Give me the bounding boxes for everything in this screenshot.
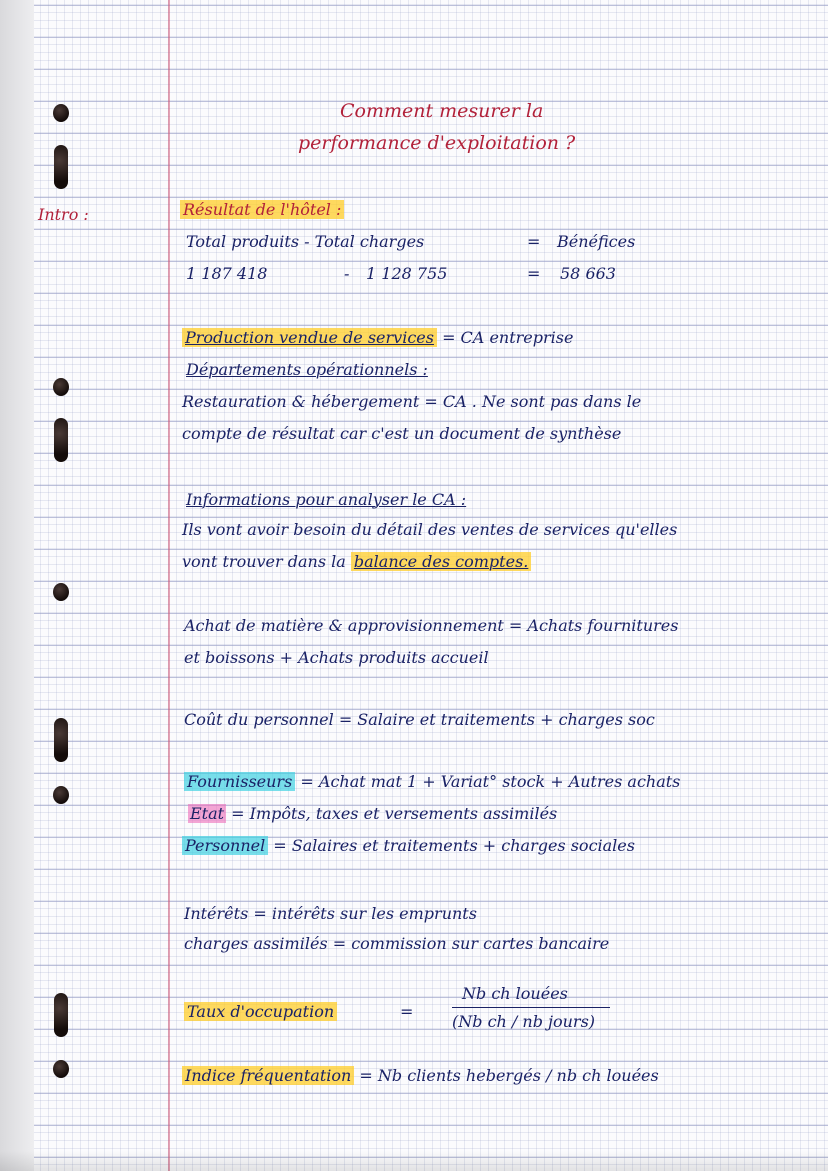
personnel-term: Personnel: [182, 836, 268, 855]
punch-hole: [54, 418, 68, 462]
punch-hole: [53, 786, 69, 804]
punch-hole: [53, 1060, 69, 1078]
informations-heading: Informations pour analyser le CA :: [186, 490, 467, 509]
indice-frequentation-term: Indice fréquentation: [182, 1066, 354, 1085]
resultat-eq-2: =: [527, 264, 541, 283]
indice-frequentation-line: [182, 1066, 659, 1085]
punch-hole: [54, 993, 68, 1037]
achat-line-2: et boissons + Achats produits accueil: [184, 648, 489, 667]
informations-line-3: vont trouver dans la balance des comptes.: [182, 552, 531, 571]
intro-label: Intro :: [38, 205, 89, 224]
title-line-2: performance d'exploitation ?: [298, 132, 576, 154]
personnel-definition: = Salaires et traitements + charges sociales: [273, 836, 635, 855]
page-bottom-shadow: [0, 1151, 828, 1171]
production-line-1: [182, 328, 573, 347]
production-line-4: compte de résultat car c'est un document de synthèse: [182, 424, 622, 443]
taux-occupation-line: [184, 1002, 337, 1021]
fournisseurs-definition: = Achat mat 1 + Variat° stock + Autres achats: [300, 772, 681, 791]
fraction-bar: [452, 1007, 610, 1008]
production-line-2: Départements opérationnels :: [186, 360, 428, 379]
margin-line: [168, 0, 170, 1171]
punch-hole: [54, 145, 68, 189]
interets-line-1: Intérêts = intérêts sur les emprunts: [184, 904, 477, 923]
resultat-heading: Résultat de l'hôtel :: [180, 200, 344, 219]
punch-hole: [53, 104, 69, 122]
taux-eq: =: [400, 1002, 414, 1021]
resultat-charges: 1 128 755: [366, 264, 448, 283]
punch-hole: [53, 583, 69, 601]
personnel-line: [182, 836, 635, 855]
taux-denominator: (Nb ch / nb jours): [452, 1012, 596, 1031]
punch-hole: [53, 378, 69, 396]
balance-comptes-highlight: balance des comptes.: [351, 552, 531, 571]
interets-line-2: charges assimilés = commission sur cartes bancaire: [184, 934, 610, 953]
resultat-benefices: Bénéfices: [557, 232, 636, 251]
indice-frequentation-definition: = Nb clients hebergés / nb ch louées: [359, 1066, 659, 1085]
etat-definition: = Impôts, taxes et versements assimilés: [231, 804, 558, 823]
cout-personnel-line: Coût du personnel = Salaire et traitements + charges soc: [184, 710, 655, 729]
achat-line-1: Achat de matière & approvisionnement = Achats fournitures: [184, 616, 679, 635]
fournisseurs-term: Fournisseurs: [184, 772, 295, 791]
fournisseurs-line: [184, 772, 680, 791]
resultat-eq: =: [527, 232, 541, 251]
resultat-minus: -: [344, 264, 350, 283]
informations-line-2: Ils vont avoir besoin du détail des ventes de services qu'elles: [182, 520, 678, 539]
resultat-produits: 1 187 418: [186, 264, 268, 283]
production-term: Production vendue de services: [182, 328, 437, 347]
taux-occupation-term: Taux d'occupation: [184, 1002, 337, 1021]
title-line-1: Comment mesurer la: [340, 100, 544, 122]
etat-term: Etat: [190, 804, 225, 823]
resultat-formula: Total produits - Total charges: [186, 232, 425, 251]
page-left-edge: [0, 0, 34, 1171]
etat-line: [188, 804, 557, 823]
taux-numerator: Nb ch louées: [462, 984, 568, 1003]
production-definition: = CA entreprise: [442, 328, 574, 347]
punch-hole: [54, 718, 68, 762]
production-line-3: Restauration & hébergement = CA . Ne sont pas dans le: [182, 392, 642, 411]
resultat-benefice-value: 58 663: [560, 264, 616, 283]
